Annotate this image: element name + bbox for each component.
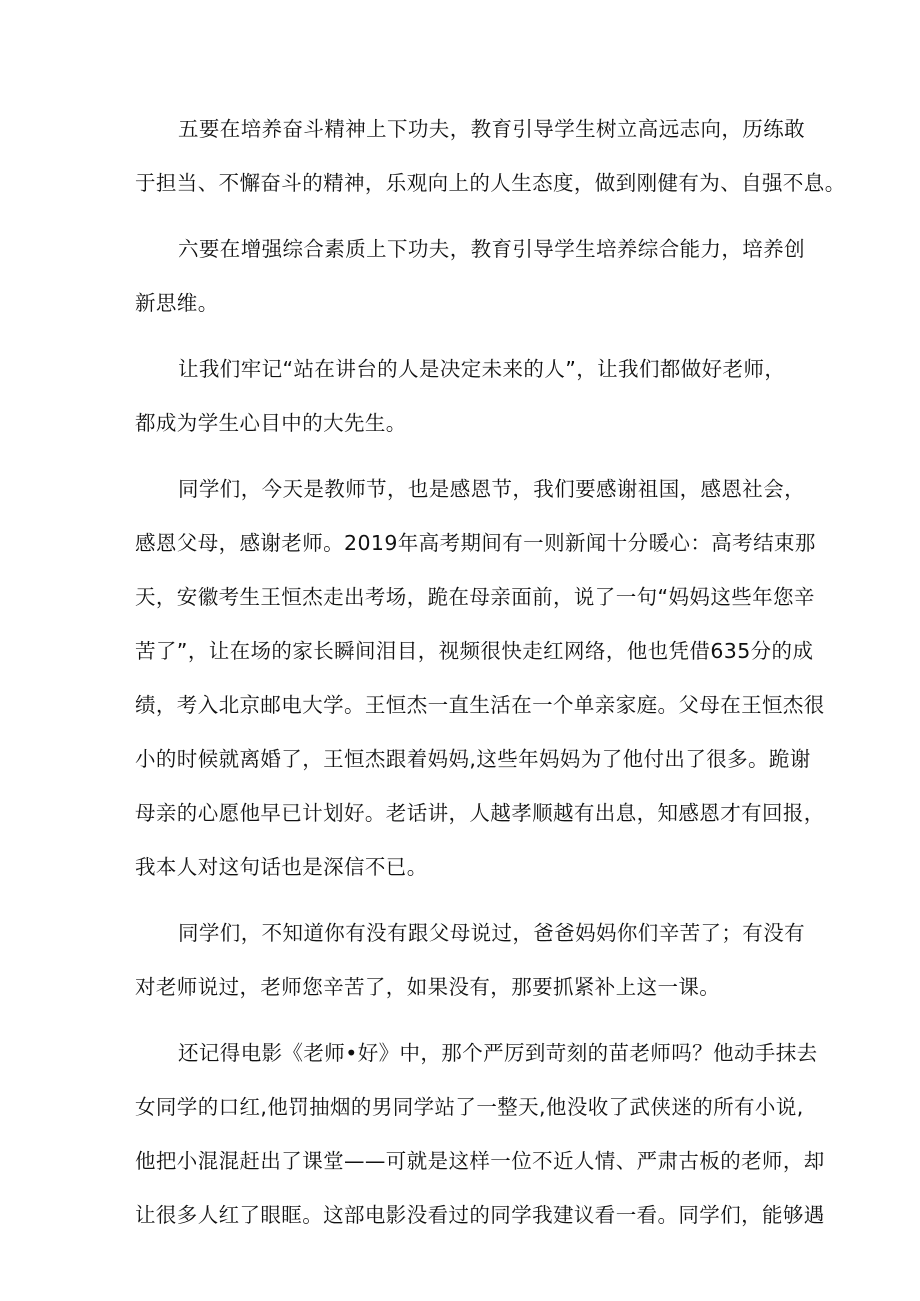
paragraph-line: 都成为学生心目中的大先生。	[135, 411, 407, 435]
paragraph-line: 五要在培养奋斗精神上下功夫，教育引导学生树立高远志向，历练敢	[178, 117, 805, 141]
paragraph-line: 让很多人红了眼眶。这部电影没看过的同学我建议看一看。同学们，能够遇	[135, 1203, 825, 1227]
paragraph-line: 让我们牢记“站在讲台的人是决定未来的人”，让我们都做好老师，	[178, 357, 786, 381]
paragraph-line: 对老师说过，老师您辛苦了，如果没有，那要抓紧补上这一课。	[135, 975, 721, 999]
paragraph-line: 于担当、不懈奋斗的精神，乐观向上的人生态度，做到刚健有为、自强不息。	[135, 171, 846, 195]
paragraph-line: 母亲的心愿他早已计划好。老话讲，人越孝顺越有出息，知感恩才有回报，	[135, 801, 825, 825]
paragraph-line: 感恩父母，感谢老师。2019年高考期间有一则新闻十分暖心：高考结束那	[135, 531, 816, 555]
paragraph-line: 小的时候就离婚了，王恒杰跟着妈妈,这些年妈妈为了他付出了很多。跪谢	[135, 747, 811, 771]
paragraph-line: 新思维。	[135, 291, 219, 315]
paragraph-line: 天，安徽考生王恒杰走出考场，跪在母亲面前，说了一句“妈妈这些年您辛	[135, 585, 815, 609]
paragraph-line: 同学们，今天是教师节，也是感恩节，我们要感谢祖国，感恩社会，	[178, 477, 805, 501]
paragraph-line: 苦了”，让在场的家长瞬间泪目，视频很快走红网络，他也凭借635分的成	[135, 639, 814, 663]
paragraph-line: 还记得电影《老师•好》中，那个严厉到苛刻的苗老师吗？他动手抹去	[178, 1041, 818, 1065]
paragraph-line: 绩，考入北京邮电大学。王恒杰一直生活在一个单亲家庭。父母在王恒杰很	[135, 693, 825, 717]
paragraph-line: 六要在增强综合素质上下功夫，教育引导学生培养综合能力，培养创	[178, 237, 805, 261]
paragraph-line: 他把小混混赶出了课堂——可就是这样一位不近人情、严肃古板的老师，却	[135, 1149, 825, 1173]
paragraph-line: 女同学的口红,他罚抽烟的男同学站了一整天,他没收了武侠迷的所有小说,	[135, 1095, 804, 1119]
paragraph-line: 同学们，不知道你有没有跟父母说过，爸爸妈妈你们辛苦了；有没有	[178, 921, 805, 945]
paragraph-line: 我本人对这句话也是深信不已。	[135, 855, 428, 879]
